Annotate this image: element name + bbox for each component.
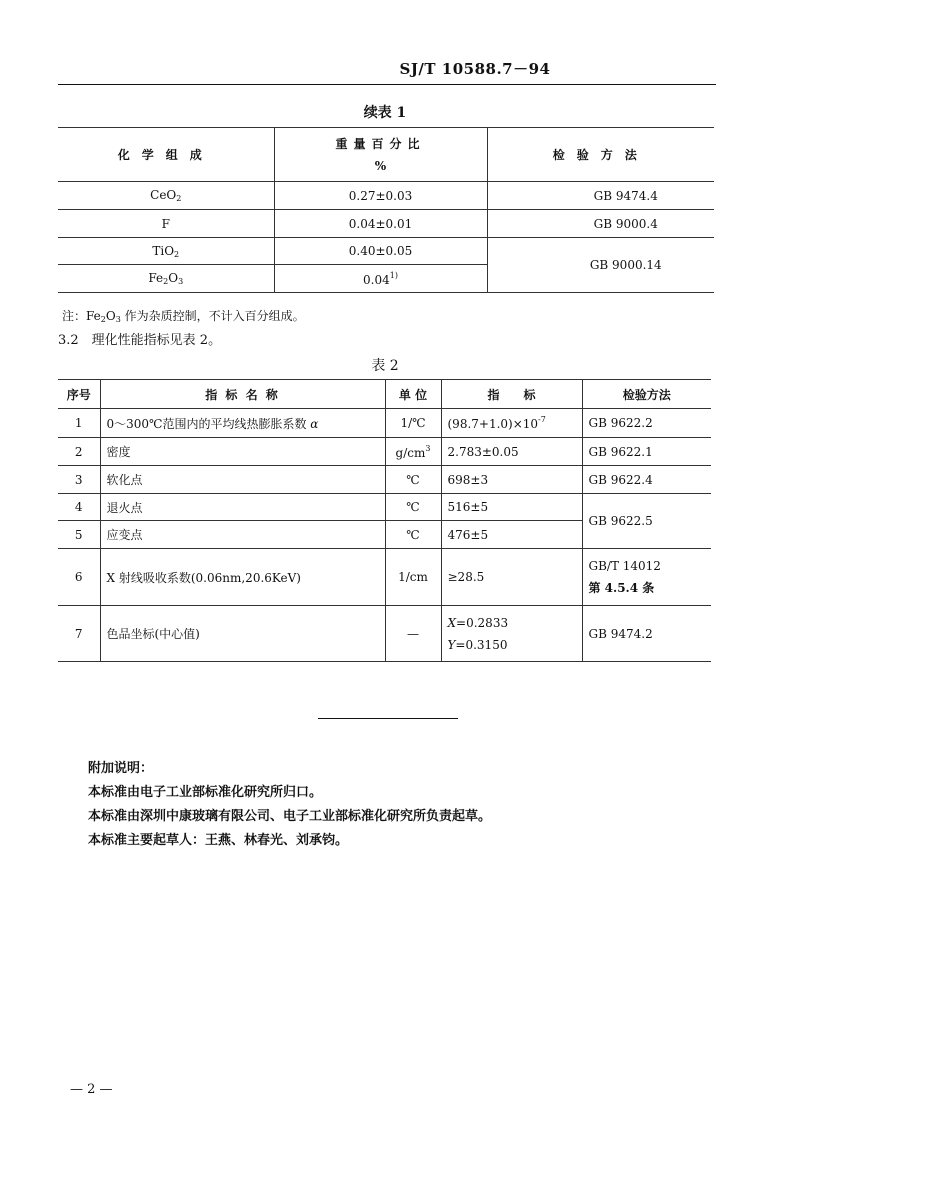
table-row <box>58 606 711 662</box>
page-number: — 2 — <box>70 1082 113 1097</box>
percent-cell: 0.04±0.01 <box>274 210 487 238</box>
row-name: 密度 <box>100 438 385 466</box>
header-no: 序号 <box>58 380 100 409</box>
additional-title: 附加说明： <box>88 761 154 776</box>
table-row <box>58 549 711 606</box>
row-spec: 516±5 <box>441 494 582 521</box>
additional-line: 本标准主要起草人：王燕、林春光、刘承钧。 <box>88 833 349 848</box>
end-divider <box>318 718 458 719</box>
row-name: 退火点 <box>100 494 385 521</box>
table1-header-row <box>58 128 714 182</box>
header-method: 检验方法 <box>487 128 714 182</box>
row-spec: X=0.2833 Y=0.3150 <box>441 606 582 662</box>
row-no: 2 <box>58 438 100 466</box>
additional-line: 本标准由电子工业部标准化研究所归口。 <box>88 785 323 800</box>
header-weight-percent <box>274 128 487 182</box>
row-no: 5 <box>58 521 100 549</box>
table2-caption: 表 2 <box>371 358 399 374</box>
method-cell: GB 9000.4 <box>487 210 714 238</box>
header-composition: 化学组成 <box>58 128 274 182</box>
row-unit: ℃ <box>385 466 441 494</box>
additional-line: 本标准由深圳中康玻璃有限公司、电子工业部标准化研究所负责起草。 <box>88 809 492 824</box>
header-method: 检验方法 <box>582 380 711 409</box>
row-unit: 1/cm <box>385 549 441 606</box>
percent-cell: 0.27±0.03 <box>274 182 487 210</box>
row-method: GB 9622.2 <box>582 409 711 438</box>
properties-table <box>58 379 711 662</box>
row-unit: — <box>385 606 441 662</box>
composition-cell: TiO$_2$ <box>58 238 274 265</box>
row-no: 7 <box>58 606 100 662</box>
additional-notes <box>88 757 491 853</box>
row-no: 3 <box>58 466 100 494</box>
table-row <box>58 466 711 494</box>
table1-footnote: 注：$Fe_2O_3$ 作为杂质控制，不计入百分组成。 <box>62 309 305 324</box>
composition-table <box>58 127 714 293</box>
row-name: 软化点 <box>100 466 385 494</box>
table1-caption: 续表 1 <box>363 105 407 121</box>
table-row <box>58 409 711 438</box>
table-row <box>58 494 711 521</box>
row-method-merged: GB 9622.5 <box>582 494 711 549</box>
row-method: GB/T 14012 第 4.5.4 条 <box>582 549 711 606</box>
section-3-2: 3.2 理化性能指标见表 2。 <box>58 333 222 348</box>
composition-cell: CeO$_2$ <box>58 182 274 210</box>
row-unit: 1/℃ <box>385 409 441 438</box>
row-name: 应变点 <box>100 521 385 549</box>
header-rule <box>58 84 716 85</box>
row-spec: $(98.7+1.0)\times 10^{-7}$ <box>441 409 582 438</box>
table-row <box>58 238 714 265</box>
row-no: 4 <box>58 494 100 521</box>
table-row <box>58 210 714 238</box>
row-name: X 射线吸收系数(0.06nm,20.6KeV) <box>100 549 385 606</box>
row-method: GB 9474.2 <box>582 606 711 662</box>
method-cell-merged: GB 9000.14 <box>487 238 714 293</box>
row-unit: $g/cm^3$ <box>385 438 441 466</box>
row-no: 1 <box>58 409 100 438</box>
percent-cell: 0.40±0.05 <box>274 238 487 265</box>
row-method: GB 9622.1 <box>582 438 711 466</box>
method-cell: GB 9474.4 <box>487 182 714 210</box>
header-name: 指 标 名 称 <box>100 380 385 409</box>
header-weight-percent-unit: % <box>374 158 387 173</box>
header-weight-percent-label: 重量百分比 <box>335 136 426 151</box>
table2-header-row <box>58 380 711 409</box>
row-unit: ℃ <box>385 521 441 549</box>
row-spec: ≥28.5 <box>441 549 582 606</box>
row-name: 色品坐标(中心值) <box>100 606 385 662</box>
composition-cell: $Fe_2O_3$ <box>58 265 274 293</box>
row-unit: ℃ <box>385 494 441 521</box>
row-spec: 698±3 <box>441 466 582 494</box>
header-spec: 指 标 <box>441 380 582 409</box>
table-row <box>58 182 714 210</box>
row-method: GB 9622.4 <box>582 466 711 494</box>
percent-cell: 0.04$^{1)}$ <box>274 265 487 293</box>
table-row <box>58 438 711 466</box>
row-no: 6 <box>58 549 100 606</box>
row-name: 0～300℃范围内的平均线热膨胀系数 α <box>100 409 385 438</box>
standard-code: SJ/T 10588.7－94 <box>399 60 551 78</box>
row-spec: 476±5 <box>441 521 582 549</box>
header-unit: 单 位 <box>385 380 441 409</box>
row-spec: 2.783±0.05 <box>441 438 582 466</box>
composition-cell: F <box>58 210 274 238</box>
